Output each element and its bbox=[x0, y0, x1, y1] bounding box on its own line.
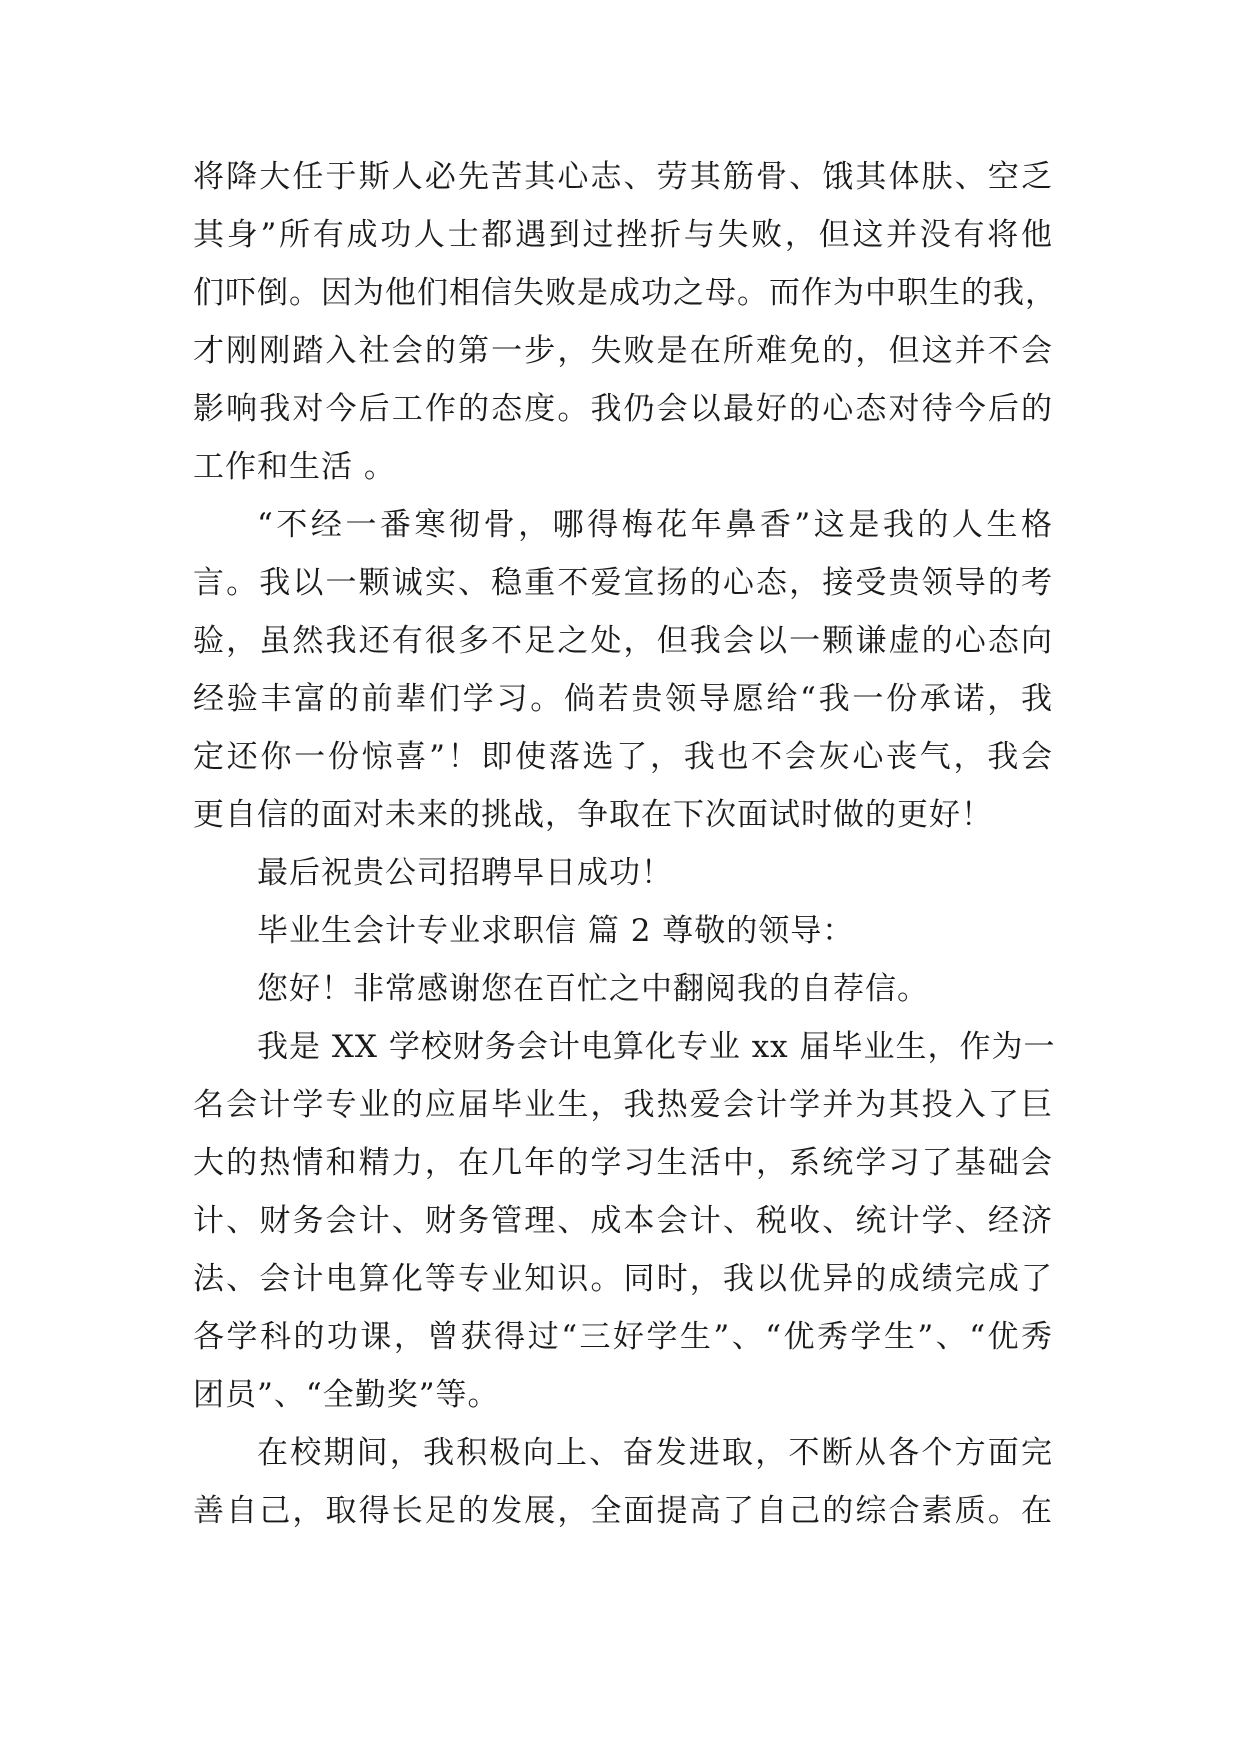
text-line: 验，虽然我还有很多不足之处，但我会以一颗谦虚的心态向 bbox=[193, 623, 1053, 659]
text-line: 工作和生活 。 bbox=[193, 449, 396, 485]
text-line: 在校期间，我积极向上、奋发进取，不断从各个方面完 bbox=[257, 1435, 1053, 1471]
text-line: 各学科的功课，曾获得过“三好学生”、“优秀学生”、“优秀 bbox=[193, 1319, 1053, 1355]
text-line: 大的热情和精力，在几年的学习生活中，系统学习了基础会 bbox=[193, 1145, 1053, 1181]
text-line: 影响我对今后工作的态度。我仍会以最好的心态对待今后的 bbox=[193, 391, 1053, 427]
text-line: 们吓倒。因为他们相信失败是成功之母。而作为中职生的我， bbox=[193, 275, 1057, 311]
document-body bbox=[193, 148, 1057, 1540]
text-line: 将降大任于斯人必先苦其心志、劳其筋骨、饿其体肤、空乏 bbox=[193, 159, 1053, 195]
text-line: 其身”所有成功人士都遇到过挫折与失败，但这并没有将他 bbox=[193, 217, 1053, 253]
text-line: 更自信的面对未来的挑战，争取在下次面试时做的更好！ bbox=[193, 797, 993, 833]
text-line: 才刚刚踏入社会的第一步，失败是在所难免的，但这并不会 bbox=[193, 333, 1053, 369]
text-line: 名会计学专业的应届毕业生，我热爱会计学并为其投入了巨 bbox=[193, 1087, 1053, 1123]
section-heading: 毕业生会计专业求职信 篇 2 尊敬的领导： bbox=[257, 913, 855, 949]
text-line: 言。我以一颗诚实、稳重不爱宣扬的心态，接受贵领导的考 bbox=[193, 565, 1053, 601]
text-line: “不经一番寒彻骨，哪得梅花年鼻香”这是我的人生格 bbox=[257, 507, 1053, 543]
text-line: 计、财务会计、财务管理、成本会计、税收、统计学、经济 bbox=[193, 1203, 1053, 1239]
text-line: 善自己，取得长足的发展，全面提高了自己的综合素质。在 bbox=[193, 1493, 1053, 1529]
text-line: 经验丰富的前辈们学习。倘若贵领导愿给“我一份承诺，我 bbox=[193, 681, 1053, 717]
text-line: 法、会计电算化等专业知识。同时，我以优异的成绩完成了 bbox=[193, 1261, 1053, 1297]
text-line: 您好！非常感谢您在百忙之中翻阅我的自荐信。 bbox=[257, 971, 929, 1007]
text-line: 团员”、“全勤奖”等。 bbox=[193, 1377, 500, 1413]
text-line: 我是 XX 学校财务会计电算化专业 xx 届毕业生，作为一 bbox=[257, 1029, 1056, 1065]
text-line: 最后祝贵公司招聘早日成功！ bbox=[257, 855, 673, 891]
text-line: 定还你一份惊喜”！即使落选了，我也不会灰心丧气，我会 bbox=[193, 739, 1053, 775]
